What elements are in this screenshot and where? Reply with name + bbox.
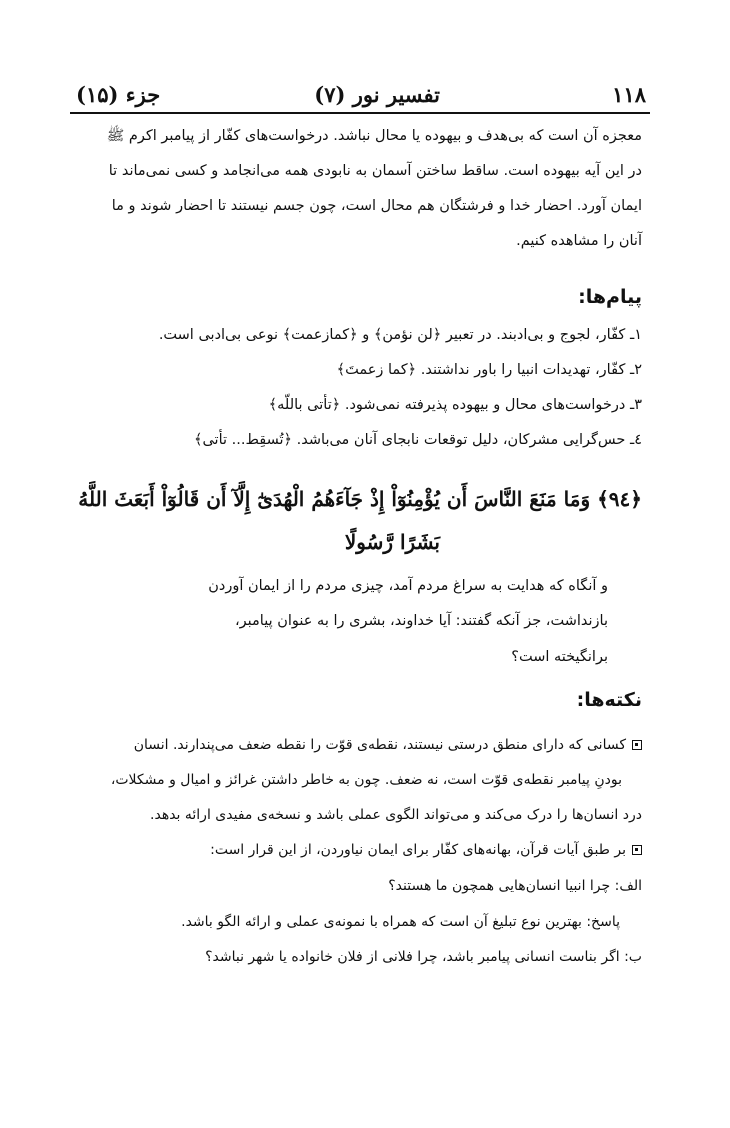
verse-line: بَشَرًا رَّسُولًا <box>344 530 440 554</box>
note-text: کسانی که دارای منطق درستی نیستند، نقطه‌ی قوّت را نقطه ضعف می‌پندارند. انسان <box>133 737 626 753</box>
message-item: ۲ـ کفّار، تهدیدات انبیا را باور نداشتند. ﴿کما زعمتَ﴾ <box>336 362 642 378</box>
translation-line: برانگیخته است؟ <box>511 649 608 665</box>
verse-line: ﴿۹٤﴾ وَمَا مَنَعَ النَّاسَ أَن يُؤْمِنُوٓاْ إِذْ جَآءَهُمُ الْهُدَىٰٓ إِلَّآ أَن قَالُوٓاْ أَبَعَثَ اللَّهُ <box>78 487 642 511</box>
translation-line: و آنگاه که هدایت به سراغ مردم آمد، چیزی مردم را از ایمان آوردن <box>208 578 608 594</box>
note-line <box>134 733 642 757</box>
note-text: بر طبق آیات قرآن، بهانه‌های کفّار برای ایمان نیاوردن، از این قرار است: <box>210 842 626 858</box>
page-number: ۱۱۸ <box>612 82 646 107</box>
intro-line: ایمان آورد. احضار خدا و فرشتگان هم محال است، چون جسم نیستند تا احضار شوند و ما <box>111 198 642 214</box>
note-line: پاسخ: بهترین نوع تبلیغ آن است که همراه با نمونه‌ی عملی و ارائه الگو باشد. <box>181 914 620 930</box>
bullet-square-icon <box>632 845 642 855</box>
note-line: بودنِ پیامبر نقطه‌ی قوّت است، نه ضعف. چون به خاطر داشتن غرائز و امیال و مشکلات، <box>110 772 622 788</box>
intro-line: در این آیه بیهوده است. ساقط ساختن آسمان به نابودی همه می‌انجامد و کسی نمی‌ماند تا <box>108 163 642 179</box>
page-header <box>70 78 650 114</box>
book-title: تفسیر نور (۷) <box>314 82 440 107</box>
notes-heading: نکته‌ها: <box>576 689 642 711</box>
message-item: ٤ـ حس‌گرایی مشرکان، دلیل توقعات نابجای آنان می‌باشد. ﴿تُسقِط... تأتی﴾ <box>193 432 642 448</box>
header-rule <box>70 112 650 114</box>
bullet-square-icon <box>632 740 642 750</box>
message-item: ۱ـ کفّار، لجوج و بی‌ادبند. در تعبیر ﴿لن نؤمن﴾ و ﴿کمازعمت﴾ نوعی بی‌ادبی است. <box>158 327 642 343</box>
note-line: الف: چرا انبیا انسان‌هایی همچون ما هستند؟ <box>388 878 642 894</box>
messages-heading: پیام‌ها: <box>578 286 642 308</box>
note-line: درد انسان‌ها را درک می‌کند و می‌تواند الگوی عملی باشد و نسخه‌ی مفیدی ارائه بدهد. <box>150 807 642 823</box>
message-item: ۳ـ درخواست‌های محال و بیهوده پذیرفته نمی‌شود. ﴿تأتی باللّه﴾ <box>268 397 642 413</box>
intro-line: آنان را مشاهده کنیم. <box>516 233 642 249</box>
intro-line: معجزه آن است که بی‌هدف و بیهوده یا محال نباشد. درخواست‌های کفّار از پیامبر اکرم ﷺ <box>106 128 642 144</box>
note-line <box>210 838 642 862</box>
juz-label: جزء (۱۵) <box>76 82 161 107</box>
translation-line: بازنداشت، جز آنکه گفتند: آیا خداوند، بشری را به عنوان پیامبر، <box>234 613 608 629</box>
note-line: ب: اگر بناست انسانی پیامبر باشد، چرا فلانی از فلان خانواده یا شهر نباشد؟ <box>205 949 642 965</box>
